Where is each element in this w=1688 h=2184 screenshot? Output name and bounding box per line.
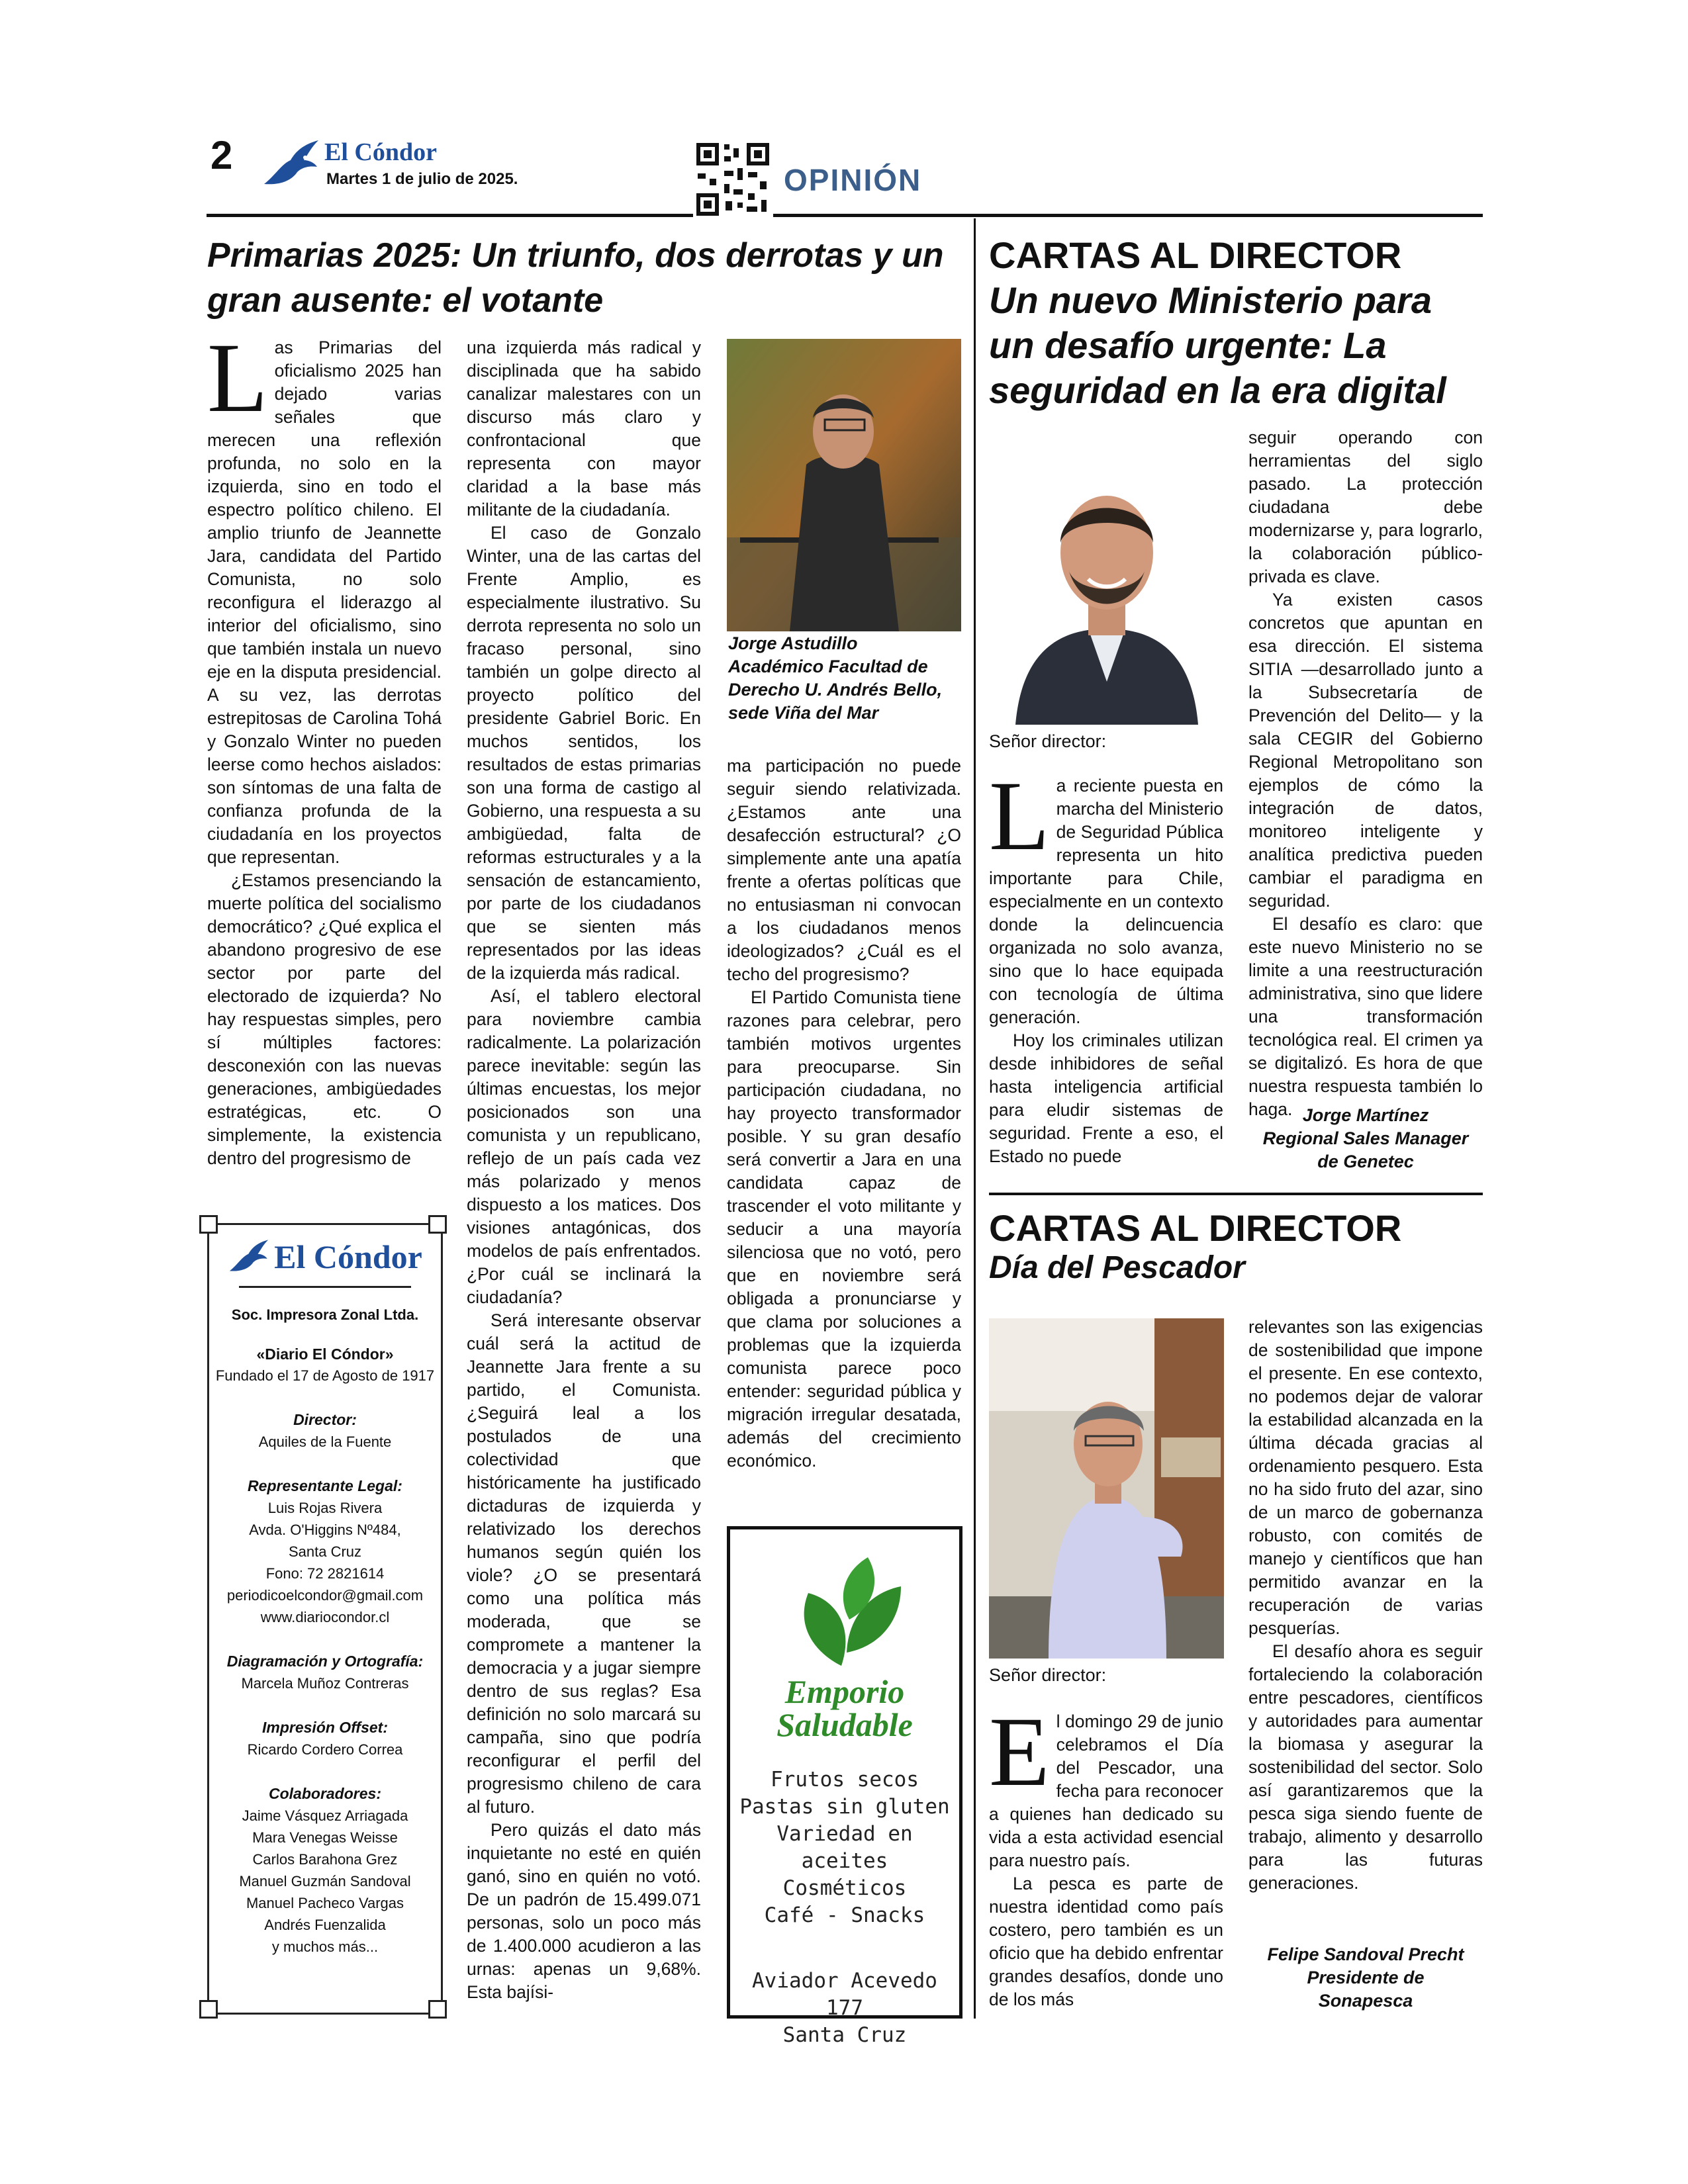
letter-paragraph: Hoy los criminales utilizan desde inhibidores de señal hasta inteligencia artificial para eludir sistemas de seguridad. Frente a eso, el Estado no puede bbox=[989, 1030, 1223, 1166]
masthead-print: Ricardo Cordero Correa bbox=[247, 1741, 403, 1758]
letter-paragraph: seguir operando con herramientas del siglo pasado. La protección ciudadana debe modernizarse y, para lograrlo, la colaboración público-privada es clave. bbox=[1248, 428, 1483, 586]
masthead-print-label: Impresión Offset: bbox=[262, 1719, 388, 1736]
masthead-legal-line: Santa Cruz bbox=[288, 1543, 362, 1560]
letter-left-column bbox=[989, 761, 1223, 1168]
section-title: OPINIÓN bbox=[784, 163, 922, 197]
ad-brand: Emporio Saludable bbox=[776, 1673, 913, 1743]
header-logo: El Cóndor bbox=[324, 138, 437, 166]
letters-kicker: CARTAS AL DIRECTOR bbox=[989, 1207, 1402, 1249]
article-headline: Primarias 2025: Un triunfo, dos derrotas y un gran ausente: el votante bbox=[207, 236, 944, 320]
masthead-box bbox=[207, 1223, 443, 2015]
letter-title: Día del Pescador bbox=[989, 1250, 1245, 1285]
masthead-collaborator: Jaime Vásquez Arriagada bbox=[242, 1807, 408, 1824]
masthead-corner bbox=[428, 2000, 447, 2019]
masthead-corner bbox=[428, 1215, 447, 1234]
ad-city: Santa Cruz bbox=[782, 2023, 907, 2047]
ad-item: Frutos secos bbox=[771, 1768, 919, 1792]
ad-item: Cosméticos bbox=[782, 1876, 907, 1900]
header-rule-left bbox=[207, 214, 693, 217]
article-dropcap: L bbox=[207, 323, 268, 433]
masthead-founded: Fundado el 17 de Agosto de 1917 bbox=[215, 1367, 435, 1384]
ad-address: Aviador Acevedo 177 bbox=[752, 1969, 937, 2020]
article-paragraph: Será interesante observar cuál será la actitud de Jeannette Jara frente a su partido, el Comunista. ¿Seguirá leal a los postulados de una colectividad que históricamente ha justificado dictaduras de izquierda y relativizado los derechos humanos según quién los viole? ¿O se presentará como una política más moderada, que se compromete a mantener la democracia y a jugar siempre dentro de sus reglas? Esa definición no solo marcará su campaña, sino que podría reconfigurar el perfil del progresismo chileno de cara al futuro. bbox=[467, 1310, 701, 1817]
letter-paragraph: La pesca es parte de nuestra identidad como país costero, pero también es un oficio que ha debido enfrentar grandes desafíos, donde uno de los más bbox=[989, 1874, 1223, 2009]
masthead-collaborator: Mara Venegas Weisse bbox=[252, 1829, 398, 1846]
letter-paragraph: El desafío es claro: que este nuevo Ministerio no se limite a una reestructuración administrativa, sino que lidere una transformación tecnológica real. El crimen ya se digitalizó. Es hora de que nuestra respuesta también lo haga. bbox=[1248, 914, 1483, 1119]
letter-dropcap: E bbox=[989, 1697, 1050, 1807]
leaf-logo-icon bbox=[730, 1553, 959, 1675]
masthead-corner bbox=[199, 1215, 218, 1234]
column-divider bbox=[974, 218, 976, 2019]
letter-dropcap: L bbox=[989, 761, 1050, 871]
article-column-3 bbox=[727, 754, 961, 1473]
masthead-company: Soc. Impresora Zonal Ltda. bbox=[231, 1306, 419, 1323]
article-paragraph: Así, el tablero electoral para noviembre cambia radicalmente. La polarización parece inevitable: según las últimas encuestas, los mejor posicionados son una comunista y un republicano, reflejo de un país cada vez más polarizado y menos dispuesto a los matices. Dos visiones antagónicas, dos modelos de país enfrentados. ¿Por cuál se inclinará la ciudadanía? bbox=[467, 986, 701, 1307]
article-column-2 bbox=[467, 336, 701, 2004]
letters-kicker: CARTAS AL DIRECTOR bbox=[989, 234, 1402, 276]
letter-paragraph: relevantes son las exigencias de sostenibilidad que impone el presente. En ese contexto, no podemos dejar de valorar la estabilidad alcanzada en la última década gracias al ordenamiento pesquero. Esta no ha sido fruto del azar, sino de un marco de gobernanza robusto, con comités de manejo y científicos que han permitido avanzar en la recuperación de varias pesquerías. bbox=[1248, 1317, 1483, 1638]
letter-paragraph: l domingo 29 de junio celebramos el Día del Pescador, una fecha para reconocer a quienes han dedicado su vida a esta actividad esencial para nuestro país. bbox=[989, 1711, 1223, 1870]
letter-right-column bbox=[1248, 426, 1483, 1121]
ad-item: Pastas sin gluten bbox=[739, 1795, 950, 1819]
article-paragraph: as Primarias del oficialismo 2025 han dejado varias señales que merecen una reflexión profunda, no solo en la izquierda, sino en todo el espectro político chileno. El amplio triunfo de Jeannette Jara, candidata del Partido Comunista, no solo reconfigura el liderazgo al interior del oficialismo, sino que también instala un nuevo eje en la disputa presidencial. A su vez, las derrotas estrepitosas de Carolina Tohá y Gonzalo Winter no pueden leerse como hechos aislados: son síntomas de una falta de confianza profunda de la ciudadanía en los proyectos que representan. bbox=[207, 338, 442, 867]
page-number: 2 bbox=[211, 133, 233, 177]
masthead-corner bbox=[199, 2000, 218, 2019]
letter-left-column bbox=[989, 1697, 1223, 2011]
masthead-legal-line: Luis Rojas Rivera bbox=[267, 1500, 383, 1516]
letter-author-photo bbox=[989, 1318, 1224, 1659]
author-caption: Jorge Astudillo Académico Facultad de Derecho U. Andrés Bello, sede Viña del Mar bbox=[728, 633, 943, 723]
masthead-collaborator: Manuel Pacheco Vargas bbox=[246, 1895, 404, 1911]
condor-bird-icon bbox=[228, 1237, 270, 1277]
letter-right-column bbox=[1248, 1316, 1483, 1895]
letter-title: Un nuevo Ministerio para un desafío urgente: La seguridad en la era digital bbox=[989, 279, 1446, 411]
letter-signature: Felipe Sandoval Precht Presidente de Sonapesca bbox=[1267, 1944, 1464, 2011]
article-paragraph: ma participación no puede seguir siendo relativizada. ¿Estamos ante una desafección estructural? ¿O simplemente ante una apatía frente a ofertas políticas que no entusiasman ni convocan a los ciudadanos menos ideologizados? ¿Cuál es el techo del progresismo? bbox=[727, 756, 961, 984]
masthead-email: periodicoelcondor@gmail.com bbox=[226, 1587, 424, 1604]
article-paragraph: Pero quizás el dato más inquietante no esté en quién ganó, sino en quién no votó. De un padrón de 15.499.071 personas, solo un poco más de 1.400.000 acudieron a las urnas: apenas un 9,68%. Esta bajísi- bbox=[467, 1820, 701, 2002]
masthead-layout: Marcela Muñoz Contreras bbox=[241, 1675, 409, 1692]
article-paragraph: El Partido Comunista tiene razones para celebrar, pero también motivos urgentes para preocuparse. Sin participación ciudadana, no hay proyecto transformador posible. Y su gran desafío será convertir a Jara en una candidata capaz de trascender el voto militante y seducir a una mayoría silenciosa que no votó, pero que en noviembre será obligada a pronunciarse y que clama por soluciones a problemas que la izquierda comunista parece poco entender: seguridad pública y migración irregular desatada, además del crecimiento económico. bbox=[727, 987, 961, 1471]
header-date: Martes 1 de julio de 2025. bbox=[326, 170, 518, 188]
article-column-1 bbox=[207, 323, 442, 1170]
masthead-legal-label: Representante Legal: bbox=[248, 1477, 402, 1494]
article-paragraph: El caso de Gonzalo Winter, una de las cartas del Frente Amplio, es especialmente ilustrativo. Su derrota representa no solo un fracaso personal, sino también un golpe directo al proyecto político del presidente Gabriel Boric. En muchos sentidos, los resultados de estas primarias son una forma de castigo al Gobierno, una respuesta a su ambigüedad, falta de reformas estructurales y a la sensación de estancamiento, por parte de los ciudadanos que se sienten más representados por las ideas de la izquierda más radical. bbox=[467, 523, 701, 983]
masthead-website: www.diariocondor.cl bbox=[260, 1609, 390, 1625]
letter-signature: Jorge Martínez Regional Sales Manager de Genetec bbox=[1262, 1105, 1469, 1171]
masthead-collaborator: Manuel Guzmán Sandoval bbox=[239, 1873, 411, 1889]
article-paragraph: una izquierda más radical y disciplinada que ha sabido canalizar malestares con un discurso más claro y confrontacional que representa con mayor claridad a la base más militante de la ciudadanía. bbox=[467, 338, 701, 520]
article-paragraph: ¿Estamos presenciando la muerte política del socialismo democrático? ¿Qué explica el abandono progresivo de ese sector por parte del electorado de izquierda? No hay respuestas simples, pero sí múltiples factores: desconexión con las nuevas generaciones, ambigüedades estratégicas, etc. O simplemente, la existencia dentro del progresismo de bbox=[207, 870, 442, 1168]
header-rule-right bbox=[773, 214, 1483, 217]
letter-paragraph: El desafío ahora es seguir fortaleciendo la colaboración entre pescadores, científicos y autoridades para aumentar la biomasa y asegurar la sostenibilidad del sector. Solo así garantizaremos que la pesca siga siendo fuente de trabajo, alimento y desarrollo para las futuras generaciones. bbox=[1248, 1641, 1483, 1893]
masthead-collaborator: Carlos Barahona Grez bbox=[252, 1851, 398, 1868]
letter-paragraph: Ya existen casos concretos que apuntan en esa dirección. El sistema SITIA —desarrollado junto a la Subsecretaría de Prevención del Delito— y la sala CEGIR del Gobierno Regional Metropolitano son ejemplos de cómo la integración de datos, monitoreo inteligente y analítica predictiva pueden cambiar el paradigma en seguridad. bbox=[1248, 590, 1483, 911]
ad-item: Variedad en aceites bbox=[776, 1822, 913, 1873]
advertisement[interactable] bbox=[727, 1526, 962, 2047]
masthead-layout-label: Diagramación y Ortografía: bbox=[226, 1653, 424, 1670]
qr-code-icon bbox=[695, 142, 771, 217]
masthead-legal-line: Fono: 72 2821614 bbox=[265, 1565, 385, 1582]
letter-author-photo bbox=[989, 430, 1224, 725]
author-photo bbox=[727, 339, 961, 631]
masthead-director-label: Director: bbox=[293, 1411, 357, 1428]
masthead-collaborator: y muchos más... bbox=[271, 1938, 379, 1955]
masthead-collaborator: Andrés Fuenzalida bbox=[264, 1917, 386, 1933]
masthead-paper: «Diario El Cóndor» bbox=[256, 1345, 394, 1363]
letter-greeting: Señor director: bbox=[989, 1665, 1107, 1685]
masthead-legal-line: Avda. O'Higgins Nº484, bbox=[249, 1522, 401, 1538]
letter-paragraph: a reciente puesta en marcha del Ministerio de Seguridad Pública representa un hito importante para Chile, especialmente en un contexto donde la delincuencia organizada no solo avanza, sino que lo hace equipada con tecnología de última generación. bbox=[989, 776, 1223, 1027]
masthead-collab-label: Colaboradores: bbox=[269, 1785, 381, 1802]
ad-item: Café - Snacks bbox=[764, 1903, 925, 1927]
masthead-director: Aquiles de la Fuente bbox=[258, 1433, 392, 1450]
condor-bird-icon bbox=[261, 138, 321, 191]
letter-greeting: Señor director: bbox=[989, 731, 1107, 751]
masthead-logo: El Cóndor bbox=[209, 1237, 441, 1277]
letters-divider bbox=[989, 1193, 1483, 1195]
